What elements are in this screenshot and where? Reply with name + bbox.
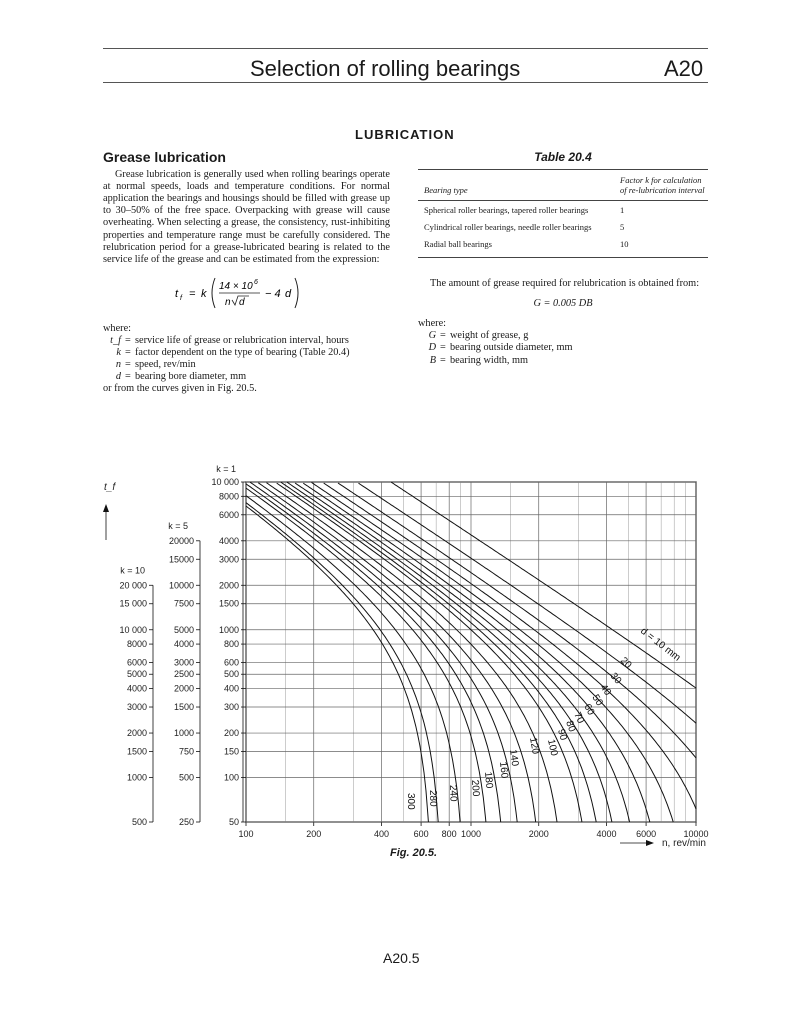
y-tick-label-k10: 4000 [126, 683, 147, 694]
y-tick-label-k1: 100 [223, 772, 239, 783]
where-label: where: [103, 322, 132, 334]
y-tick-label-k1: 2000 [218, 580, 239, 591]
svg-text:− 4: − 4 [264, 287, 281, 300]
y-tick-label-k1: 1000 [218, 624, 239, 635]
definition-item: k = factor dependent on the type of bearing (Table 20.4) [116, 347, 350, 359]
svg-text:k: k [200, 287, 206, 300]
y-scale-label-k10: k = 10 [120, 565, 145, 576]
page-number: A20.5 [383, 950, 420, 966]
y-tick-label-k1: 1500 [218, 598, 239, 609]
x-tick-label: 100 [238, 829, 254, 839]
y-axis-label: t_f [104, 482, 116, 493]
table-cell-type: Cylindrical roller bearings, needle roller bearings [424, 222, 592, 233]
svg-text:14 × 10: 14 × 10 [218, 280, 253, 292]
y-tick-label-k5: 1500 [173, 702, 194, 713]
curve-label-d-50: 50 [589, 692, 605, 709]
curve-label-d-300: 300 [405, 793, 416, 810]
y-tick-label-k1: 200 [223, 728, 239, 739]
svg-text:d: d [238, 296, 245, 308]
curve-d-200 [246, 488, 486, 822]
section-code: A20 [664, 56, 704, 81]
header-rule-top [103, 48, 708, 49]
y-scale-label-k1: k = 1 [216, 464, 236, 474]
curve-label-d-120: 120 [527, 736, 541, 755]
x-tick-label: 800 [441, 829, 457, 839]
y-tick-label-k5: 750 [178, 746, 194, 757]
y-tick-label-k1: 3000 [218, 554, 239, 565]
x-tick-label: 600 [413, 829, 429, 839]
table-row [418, 218, 708, 235]
definition-item: G = weight of grease, g [428, 330, 529, 342]
grease-definitions-list [418, 330, 708, 366]
y-tick-label-k5: 20000 [168, 535, 194, 546]
grease-lubrication-heading: Grease lubrication [103, 149, 226, 165]
y-tick-label-k10: 1500 [126, 746, 147, 757]
curve-label-d-80: 80 [563, 719, 578, 734]
table-cell-k: 1 [620, 205, 625, 216]
x-tick-label: 6000 [636, 829, 657, 839]
y-tick-label-k5: 500 [178, 772, 194, 783]
table-cell-k: 10 [614, 235, 708, 258]
curve-label-d-70: 70 [571, 710, 586, 726]
y-tick-label-k10: 20 000 [119, 580, 147, 591]
header-rule-bottom [103, 82, 708, 83]
curve-label-d-160: 160 [497, 761, 510, 779]
svg-text:f: f [179, 294, 182, 302]
curve-d-70 [295, 483, 629, 822]
y-tick-label-k10: 6000 [126, 657, 147, 668]
y-tick-label-k5: 7500 [173, 598, 194, 609]
x-tick-label: 10000 [683, 829, 709, 839]
y-tick-label-k10: 15 000 [119, 598, 147, 609]
svg-text:=: = [188, 287, 195, 300]
x-tick-label: 1000 [460, 829, 482, 839]
curve-label-d-240: 240 [447, 784, 459, 802]
table-cell-type: Radial ball bearings [418, 235, 614, 258]
x-tick-label: 200 [306, 829, 322, 839]
curve-d-20 [359, 483, 697, 723]
y-tick-label-k10: 10 000 [119, 624, 147, 635]
x-tick-label: 4000 [596, 829, 617, 839]
where-label: where: [418, 318, 447, 330]
intro-paragraph: Grease lubrication is generally used when rolling bearings operate at normal speeds, loads and temperature conditions. For normal application the bearings and housings should be filled with grease up to 30–50% of the free space. Overpacking with grease will cause overheating. When selecting a grease, the consistency, rust-inhibiting properties and temperature range must be carefully considered. The relubrication period for a grease-lubricated bearing is related to the service life of the grease and can be estimated from the expression: [103, 169, 390, 265]
curve-d-180 [246, 484, 501, 822]
y-tick-label-k5: 3000 [173, 657, 194, 668]
table-cell-k: 5 [620, 222, 625, 233]
y-tick-label-k5: 2000 [173, 683, 194, 694]
formula-graphic [167, 274, 327, 312]
curve-label-d-10: d = 10 mm [638, 625, 683, 664]
bearing-factor-table [418, 169, 708, 258]
curve-label-d-20: 20 [617, 655, 634, 671]
right-column [418, 151, 708, 367]
table-header-factor: Factor k for calculation of re-lubrication interval [614, 170, 708, 201]
definition-item: t_f = service life of grease or relubrication interval, hours [110, 335, 349, 347]
y-tick-label-k10: 500 [131, 817, 147, 827]
y-tick-label-k1: 600 [223, 657, 239, 668]
curve-label-d-60: 60 [581, 702, 597, 718]
svg-text:t: t [174, 287, 178, 300]
y-axis-arrowhead [103, 504, 109, 512]
table-title: Table 20.4 [534, 150, 592, 164]
definitions-list [103, 335, 390, 383]
closing-text: or from the curves given in Fig. 20.5. [103, 383, 257, 395]
y-tick-label-k5: 250 [178, 817, 194, 827]
x-tick-label: 400 [373, 829, 389, 839]
curve-label-d-30: 30 [607, 670, 624, 687]
figure-caption: Fig. 20.5. [390, 847, 438, 859]
y-tick-label-k1: 150 [223, 746, 239, 757]
y-tick-label-k1: 50 [228, 817, 239, 827]
y-tick-label-k1: 400 [223, 683, 239, 694]
y-scale-label-k5: k = 5 [168, 520, 188, 531]
page-title: Selection of rolling bearings [250, 56, 521, 81]
svg-text:d: d [284, 287, 291, 300]
table-row [418, 235, 708, 258]
grease-amount-text [418, 278, 708, 367]
y-tick-label-k1: 8000 [218, 491, 239, 502]
table-header-bearing-type: Bearing type [418, 170, 614, 201]
y-tick-label-k1: 10 000 [211, 477, 239, 487]
curve-label-d-100: 100 [545, 738, 560, 757]
y-tick-label-k1: 6000 [218, 509, 239, 520]
definition-item: B = bearing width, mm [429, 354, 529, 366]
y-tick-label-k1: 500 [223, 669, 239, 680]
grease-amount-formula: G = 0.005 DB [533, 298, 593, 310]
definition-item: d = bearing bore diameter, mm [115, 371, 247, 383]
y-tick-label-k10: 8000 [126, 639, 147, 650]
grease-amount-paragraph: The amount of grease required for relubrication is obtained from: [430, 278, 700, 290]
table-row [418, 201, 708, 219]
svg-text:n: n [224, 296, 231, 308]
y-tick-label-k5: 4000 [173, 639, 194, 650]
curve-label-d-40: 40 [597, 682, 613, 698]
x-axis-label: n, rev/min [662, 838, 706, 849]
definition-item: n = speed, rev/min [115, 359, 196, 371]
y-tick-label-k5: 1000 [173, 728, 194, 739]
relubrication-formula [103, 274, 390, 315]
left-column [103, 151, 390, 396]
y-tick-label-k5: 2500 [173, 669, 194, 680]
y-tick-label-k10: 2000 [126, 728, 147, 739]
x-tick-label: 2000 [528, 829, 549, 839]
y-tick-label-k1: 4000 [218, 535, 239, 546]
curve-d-160 [250, 482, 517, 822]
y-tick-label-k10: 3000 [126, 702, 147, 713]
curve-label-d-200: 200 [469, 779, 482, 797]
y-tick-label-k5: 10000 [168, 580, 194, 591]
table-cell-type: Spherical roller bearings, tapered roller bearings [424, 205, 589, 216]
y-tick-label-k5: 5000 [173, 624, 194, 635]
relubrication-chart [0, 460, 796, 870]
curve-label-d-140: 140 [507, 748, 521, 767]
svg-text:6: 6 [253, 278, 258, 286]
x-axis-arrowhead [646, 840, 654, 846]
definition-item: D = bearing outside diameter, mm [428, 342, 573, 354]
y-tick-label-k10: 5000 [126, 669, 147, 680]
curve-label-d-90: 90 [555, 727, 569, 742]
section-heading: LUBRICATION [355, 127, 455, 142]
curve-d-30 [338, 483, 696, 758]
y-tick-label-k1: 800 [223, 639, 239, 650]
curve-label-d-180: 180 [482, 771, 495, 789]
y-tick-label-k5: 15000 [168, 554, 194, 565]
y-tick-label-k10: 1000 [126, 772, 147, 783]
y-tick-label-k1: 300 [223, 702, 239, 713]
curve-label-d-280: 280 [427, 789, 439, 807]
